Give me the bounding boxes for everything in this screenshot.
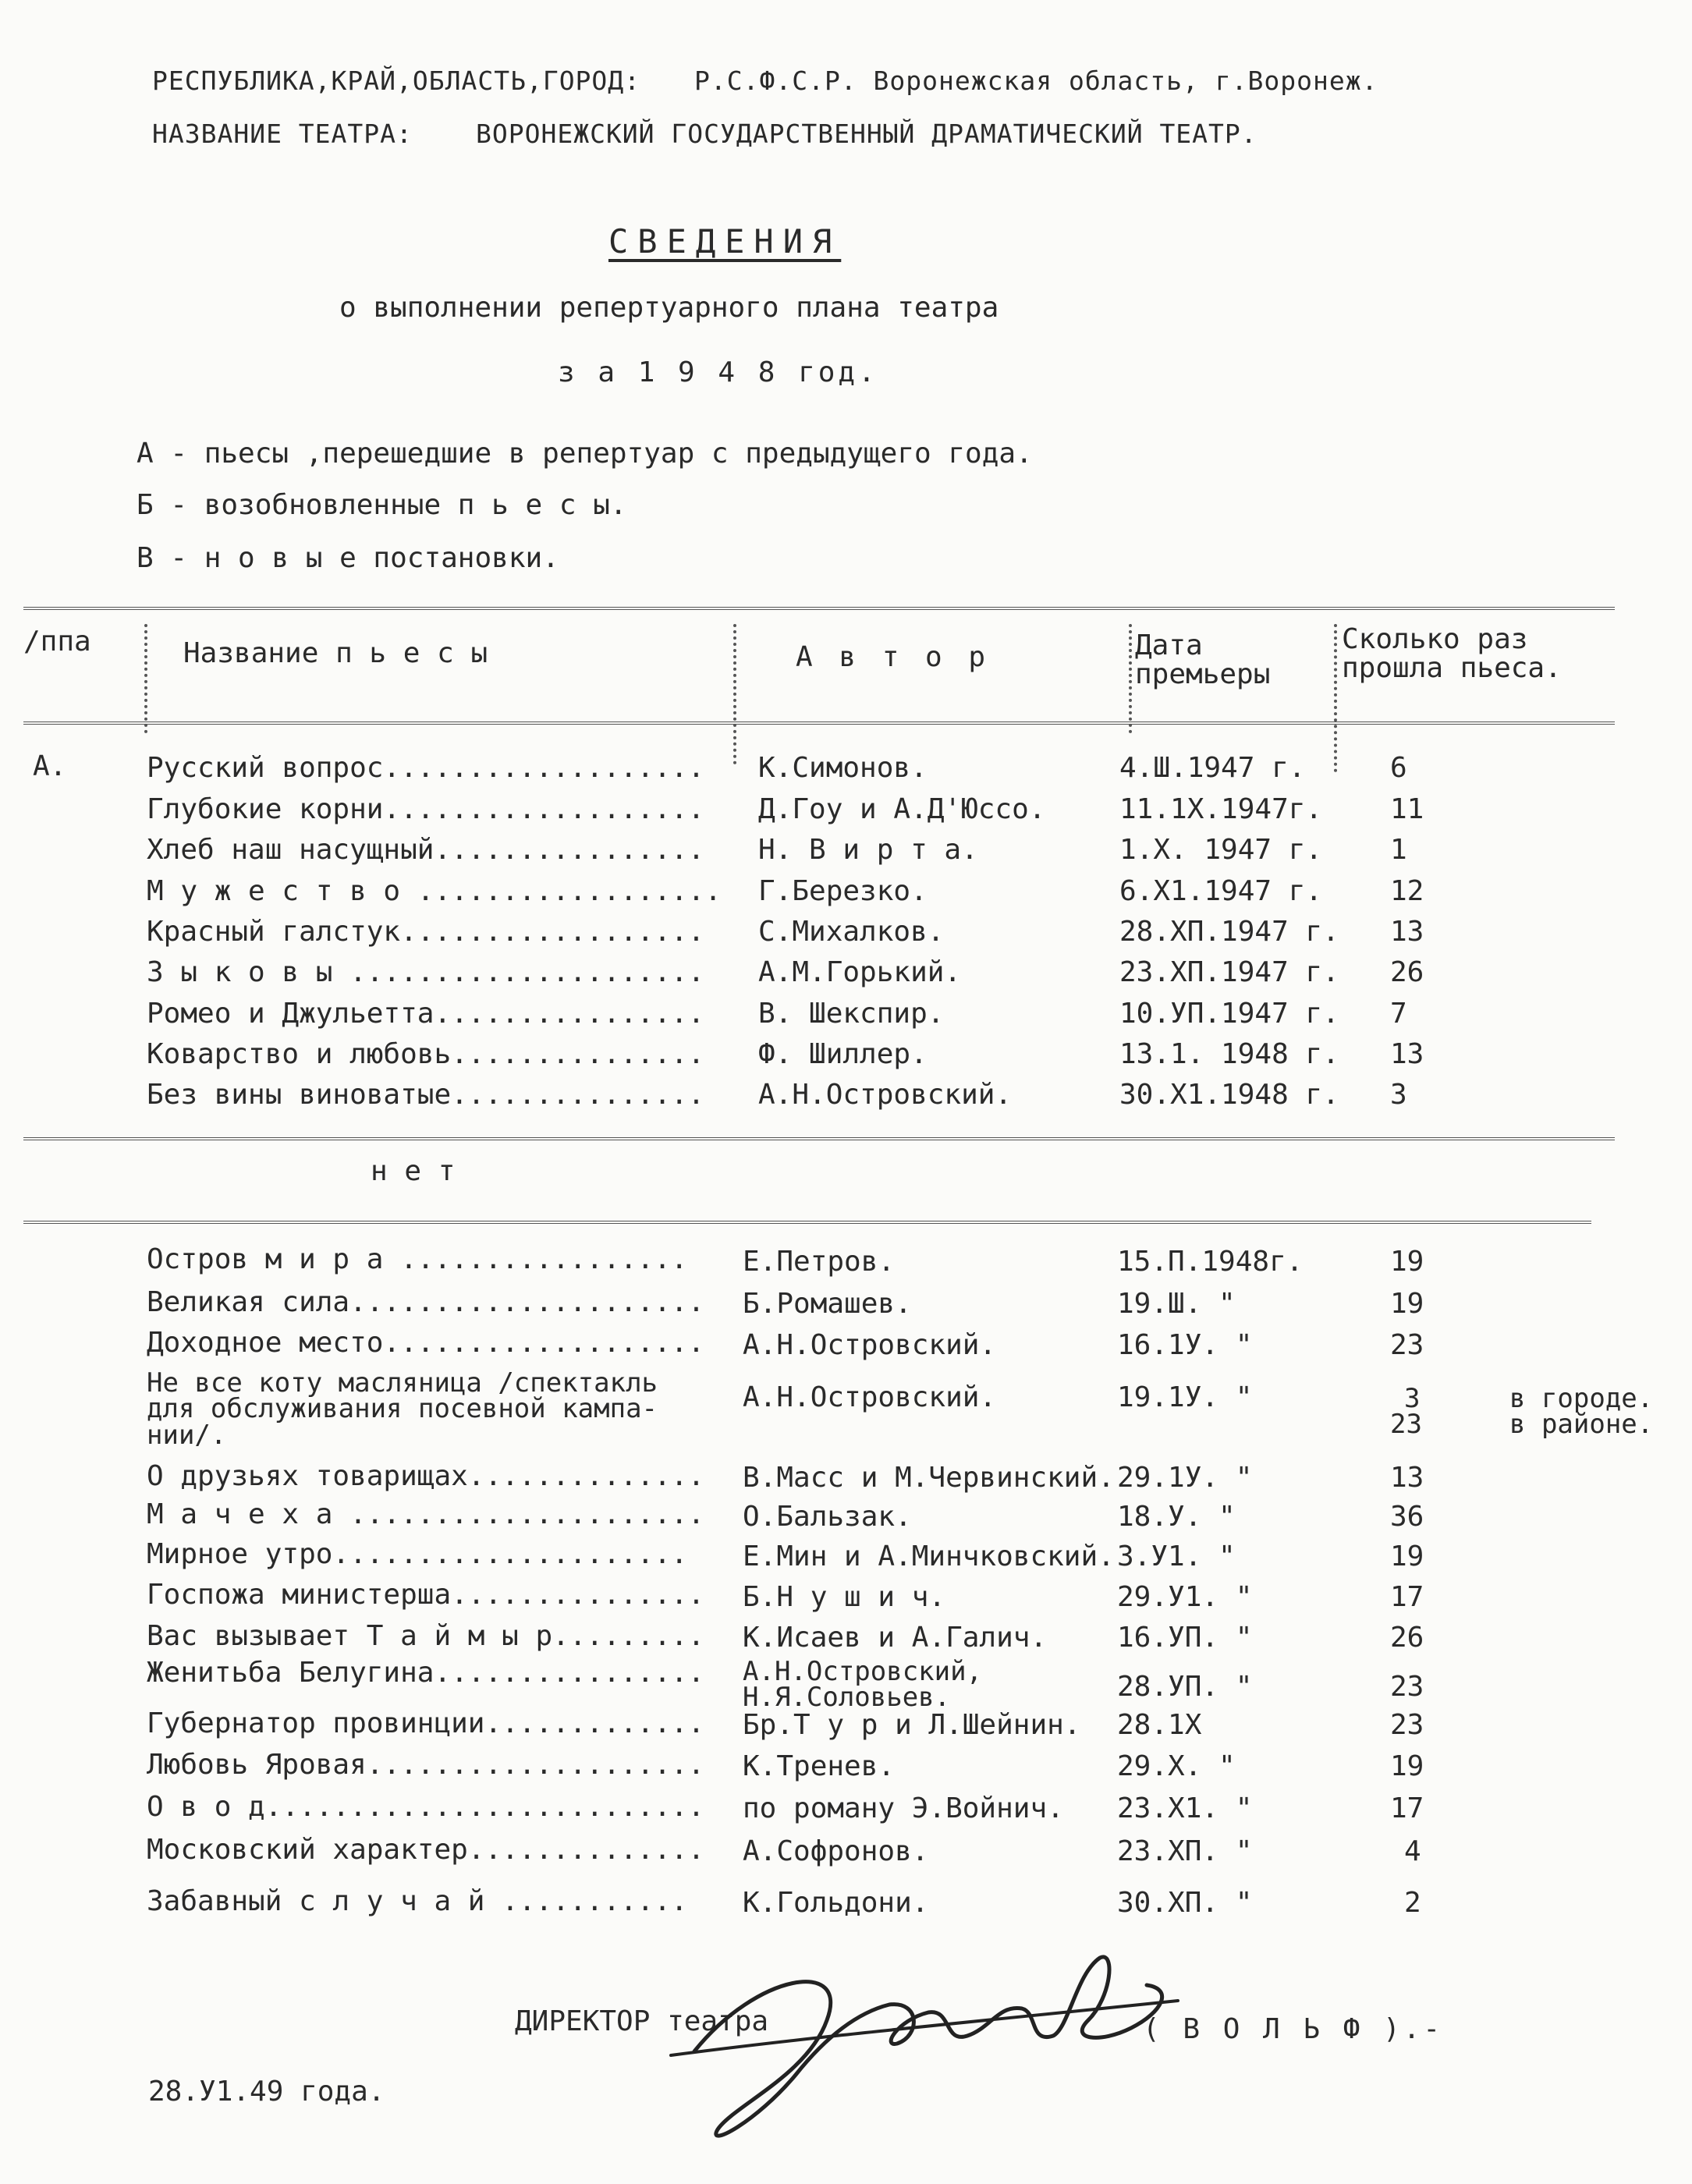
premiere-date: 4.Ш.1947 г. — [1119, 752, 1306, 784]
performance-count: 2 — [1404, 1887, 1421, 1919]
premiere-date: 30.Х1.1948 г. — [1119, 1079, 1339, 1111]
premiere-date: 23.ХП. " — [1117, 1835, 1253, 1867]
premiere-date: 28.ХП.1947 г. — [1119, 916, 1339, 948]
play-author: А.Н.Островский. — [743, 1381, 997, 1413]
play-author: Б.Н у ш и ч. — [743, 1581, 946, 1613]
performance-note: в районе. — [1509, 1409, 1654, 1440]
legend-a: А - пьесы ,перешедшие в репертуар с предыдущего года. — [137, 438, 1033, 470]
play-name: Вас вызывает Т а й м ы р......... — [147, 1620, 705, 1652]
play-name: Без вины виноватые............... — [147, 1079, 705, 1111]
column-divider — [733, 624, 736, 764]
performance-count: 17 — [1390, 1581, 1424, 1613]
play-author: А.М.Горький. — [758, 956, 962, 988]
legend-b: Б - возобновленные п ь е с ы. — [137, 489, 627, 521]
play-name: З ы к о в ы ..................... — [147, 956, 705, 988]
performance-count: 3 — [1390, 1079, 1407, 1111]
premiere-date: 23.ХП.1947 г. — [1119, 956, 1339, 988]
premiere-date: 30.ХП. " — [1117, 1887, 1253, 1919]
section-a-label: А. — [33, 750, 67, 782]
table-header-rule — [23, 722, 1615, 725]
performance-count: 19 — [1390, 1540, 1424, 1572]
play-author: А.Н.Островский. — [758, 1079, 1013, 1111]
column-header-name: Название п ь е с ы — [183, 637, 488, 669]
performance-count: 1 — [1390, 834, 1407, 866]
play-author: Е.Петров. — [743, 1246, 896, 1278]
premiere-date: 29.Х. " — [1117, 1750, 1236, 1782]
performance-count: 23 — [1390, 1409, 1422, 1440]
premiere-date: 28.1Х — [1117, 1709, 1202, 1741]
play-name: М а ч е х а ..................... — [147, 1498, 705, 1530]
premiere-date: 15.П.1948г. — [1117, 1246, 1304, 1278]
play-name: Московский характер.............. — [147, 1834, 705, 1866]
column-header-count: прошла пьеса. — [1342, 652, 1562, 684]
play-name: Забавный с л у ч а й ........... — [147, 1885, 688, 1917]
document-year: з а 1 9 4 8 год. — [558, 356, 878, 388]
performance-count: 26 — [1390, 1622, 1424, 1654]
performance-count: 7 — [1390, 998, 1407, 1030]
performance-count: 3 — [1404, 1383, 1421, 1414]
performance-count: 36 — [1390, 1501, 1424, 1533]
performance-count: 23 — [1390, 1709, 1424, 1741]
play-author: К.Исаев и А.Галич. — [743, 1622, 1048, 1654]
play-name: Глубокие корни................... — [147, 793, 705, 825]
play-name: Не все коту масляница /спектакль — [147, 1367, 658, 1399]
play-author: В.Масс и М.Червинский. — [743, 1462, 1115, 1494]
performance-count: 19 — [1390, 1750, 1424, 1782]
play-author: В. Шекспир. — [758, 998, 945, 1030]
premiere-date: 16.УП. " — [1117, 1622, 1253, 1654]
play-name: для обслуживания посевной кампа- — [147, 1393, 658, 1424]
premiere-date: 19.1У. " — [1117, 1381, 1253, 1413]
play-author: К.Симонов. — [758, 752, 928, 784]
premiere-date: 1.Х. 1947 г. — [1119, 834, 1323, 866]
performance-count: 19 — [1390, 1246, 1424, 1278]
performance-count: 19 — [1390, 1288, 1424, 1320]
theatre-value: ВОРОНЕЖСКИЙ ГОСУДАРСТВЕННЫЙ ДРАМАТИЧЕСКИЙ ТЕАТР. — [476, 119, 1257, 149]
column-divider — [144, 624, 147, 733]
column-header-author: А в т о р — [796, 641, 991, 673]
play-name: Русский вопрос................... — [147, 752, 705, 784]
premiere-date: 23.Х1. " — [1117, 1792, 1253, 1824]
play-author: А.Софронов. — [743, 1835, 929, 1867]
column-divider — [1334, 624, 1337, 772]
director-signature — [663, 1927, 1194, 2153]
table-top-rule — [23, 607, 1615, 610]
column-header-count: Сколько раз — [1342, 623, 1528, 655]
play-author: Е.Мин и А.Минчковский. — [743, 1540, 1115, 1572]
play-author: К.Гольдони. — [743, 1887, 929, 1919]
performance-count: 26 — [1390, 956, 1424, 988]
play-name: М у ж е с т в о .................. — [147, 875, 722, 907]
theatre-label: НАЗВАНИЕ ТЕАТРА: — [152, 119, 413, 149]
director-label: ДИРЕКТОР театра — [515, 2005, 769, 2037]
performance-count: 17 — [1390, 1792, 1424, 1824]
play-author: А.Н.Островский, — [743, 1656, 983, 1687]
play-name: Любовь Яровая.................... — [147, 1749, 705, 1781]
play-author: Д.Гоу и А.Д'Юссо. — [758, 793, 1046, 825]
premiere-date: 29.У1. " — [1117, 1581, 1253, 1613]
performance-count: 6 — [1390, 752, 1407, 784]
premiere-date: 19.Ш. " — [1117, 1288, 1236, 1320]
play-name: Губернатор провинции............. — [147, 1707, 705, 1739]
section-rule — [23, 1221, 1591, 1224]
performance-count: 23 — [1390, 1671, 1424, 1703]
play-name: О в о д.......................... — [147, 1791, 705, 1823]
play-name: Доходное место................... — [147, 1327, 705, 1359]
performance-count: 4 — [1404, 1835, 1421, 1867]
premiere-date: 13.1. 1948 г. — [1119, 1038, 1339, 1070]
document-subtitle: о выполнении репертуарного плана театра — [339, 292, 999, 324]
performance-note: в городе. — [1509, 1383, 1654, 1414]
premiere-date: 18.У. " — [1117, 1501, 1236, 1533]
play-author: Б.Ромашев. — [743, 1288, 912, 1320]
play-name: Остров м и р а ................. — [147, 1243, 688, 1275]
play-name: нии/. — [147, 1420, 227, 1451]
performance-count: 13 — [1390, 916, 1424, 948]
play-name: Хлеб наш насущный................ — [147, 834, 705, 866]
column-divider — [1129, 624, 1132, 733]
play-author: по роману Э.Войнич. — [743, 1792, 1064, 1824]
performance-count: 13 — [1390, 1038, 1424, 1070]
play-author: Ф. Шиллер. — [758, 1038, 928, 1070]
premiere-date: 16.1У. " — [1117, 1329, 1253, 1361]
premiere-date: 29.1У. " — [1117, 1462, 1253, 1494]
play-author: С.Михалков. — [758, 916, 945, 948]
director-name: ( В О Л Ь Ф ).- — [1143, 2013, 1444, 2045]
document-date: 28.У1.49 года. — [148, 2076, 385, 2108]
section-rule — [23, 1137, 1615, 1140]
performance-count: 11 — [1390, 793, 1424, 825]
play-author: О.Бальзак. — [743, 1501, 912, 1533]
play-name: Ромео и Джульетта................ — [147, 998, 705, 1030]
premiere-date: 10.УП.1947 г. — [1119, 998, 1339, 1030]
performance-count: 13 — [1390, 1462, 1424, 1494]
column-header-date: Дата — [1135, 629, 1203, 661]
play-name: Красный галстук.................. — [147, 916, 705, 948]
performance-count: 12 — [1390, 875, 1424, 907]
play-name: Госпожа министерша............... — [147, 1579, 705, 1611]
legend-v: В - н о в ы е постановки. — [137, 542, 559, 574]
region-value: Р.С.Ф.С.Р. Воронежская область, г.Воронеж. — [694, 66, 1378, 96]
column-header-date: премьеры — [1135, 658, 1271, 690]
premiere-date: 6.Х1.1947 г. — [1119, 875, 1323, 907]
performance-count: 23 — [1390, 1329, 1424, 1361]
play-author: К.Тренев. — [743, 1750, 896, 1782]
play-author: Н. В и р т а. — [758, 834, 978, 866]
play-author: Бр.Т у р и Л.Шейнин. — [743, 1709, 1081, 1741]
play-name: О друзьях товарищах.............. — [147, 1460, 705, 1492]
premiere-date: 3.У1. " — [1117, 1540, 1236, 1572]
play-name: Великая сила..................... — [147, 1286, 705, 1318]
play-name: Женитьба Белугина................ — [147, 1657, 705, 1689]
play-name: Мирное утро..................... — [147, 1538, 688, 1570]
region-label: РЕСПУБЛИКА,КРАЙ,ОБЛАСТЬ,ГОРОД: — [152, 66, 641, 96]
play-author: Н.Я.Соловьев. — [743, 1682, 951, 1713]
column-header-num: /ппа — [23, 626, 91, 658]
play-author: Г.Березко. — [758, 875, 928, 907]
premiere-date: 28.УП. " — [1117, 1671, 1253, 1703]
play-name: Коварство и любовь............... — [147, 1038, 705, 1070]
play-author: А.Н.Островский. — [743, 1329, 997, 1361]
section-b-none: н е т — [371, 1155, 456, 1187]
document-title: СВЕДЕНИЯ — [608, 222, 842, 261]
premiere-date: 11.1Х.1947г. — [1119, 793, 1323, 825]
